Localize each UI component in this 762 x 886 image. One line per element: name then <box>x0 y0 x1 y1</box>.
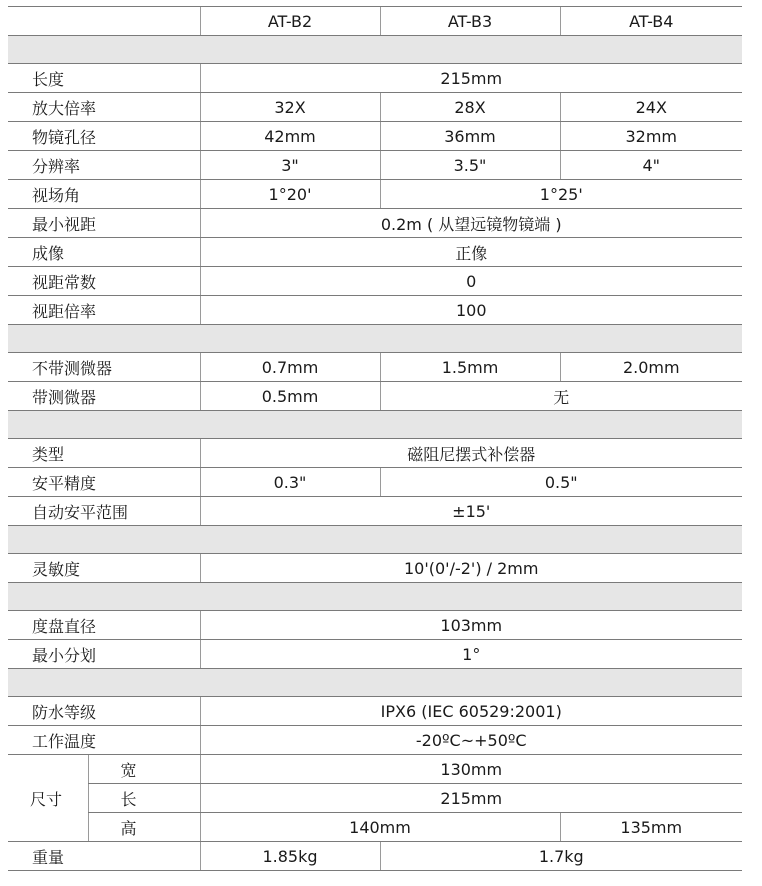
row-stadia-constant <box>8 267 742 296</box>
section-separator <box>8 526 742 554</box>
row-weight <box>8 842 742 871</box>
row-value: -20ºC~+50ºC <box>200 726 742 755</box>
row-size-width <box>8 755 742 784</box>
cell-b4: 32mm <box>560 122 742 151</box>
row-without-micrometer <box>8 353 742 382</box>
model-b4-header: AT-B4 <box>560 7 742 36</box>
cell-b2: 1°20' <box>200 180 380 209</box>
cell-b3: 28X <box>380 93 560 122</box>
row-min-division <box>8 640 742 669</box>
section-separator <box>8 325 742 353</box>
cell-b2: 42mm <box>200 122 380 151</box>
row-label: 物镜孔径 <box>8 122 200 151</box>
row-label: 度盘直径 <box>8 611 200 640</box>
row-value: ±15' <box>200 497 742 526</box>
size-sub-label: 高 <box>88 813 200 842</box>
row-min-focus <box>8 209 742 238</box>
row-setting-accuracy <box>8 468 742 497</box>
row-label: 分辨率 <box>8 151 200 180</box>
size-group-label: 尺寸 <box>8 755 88 842</box>
cell-b4: 24X <box>560 93 742 122</box>
row-circle-diameter <box>8 611 742 640</box>
model-b3-header: AT-B3 <box>380 7 560 36</box>
row-value: 215mm <box>200 64 742 93</box>
row-temperature <box>8 726 742 755</box>
section-separator <box>8 583 742 611</box>
cell-b2: 3" <box>200 151 380 180</box>
row-aperture <box>8 122 742 151</box>
row-waterproof <box>8 697 742 726</box>
row-label: 最小分划 <box>8 640 200 669</box>
row-value: IPX6 (IEC 60529:2001) <box>200 697 742 726</box>
row-stadia-ratio <box>8 296 742 325</box>
cell-b3: 3.5" <box>380 151 560 180</box>
row-field-of-view <box>8 180 742 209</box>
row-value: 100 <box>200 296 742 325</box>
row-label: 视距倍率 <box>8 296 200 325</box>
cell-b4: 4" <box>560 151 742 180</box>
row-label: 放大倍率 <box>8 93 200 122</box>
cell-b2-b3: 140mm <box>200 813 560 842</box>
row-value: 103mm <box>200 611 742 640</box>
row-compensator-type <box>8 439 742 468</box>
cell-b4: 135mm <box>560 813 742 842</box>
cell-b3: 36mm <box>380 122 560 151</box>
model-b2-header: AT-B2 <box>200 7 380 36</box>
cell-b3-b4: 1°25' <box>380 180 742 209</box>
cell-b4: 2.0mm <box>560 353 742 382</box>
row-label: 灵敏度 <box>8 554 200 583</box>
section-separator <box>8 411 742 439</box>
section-separator <box>8 669 742 697</box>
row-value: 正像 <box>200 238 742 267</box>
row-size-height <box>8 813 742 842</box>
cell-b2: 0.7mm <box>200 353 380 382</box>
row-value: 0 <box>200 267 742 296</box>
row-value: 10'(0'/-2') / 2mm <box>200 554 742 583</box>
row-label: 不带测微器 <box>8 353 200 382</box>
row-resolution <box>8 151 742 180</box>
cell-b2: 1.85kg <box>200 842 380 871</box>
row-value: 磁阻尼摆式补偿器 <box>200 439 742 468</box>
row-label: 重量 <box>8 842 200 871</box>
row-label: 工作温度 <box>8 726 200 755</box>
row-label: 带测微器 <box>8 382 200 411</box>
cell-b2: 0.3" <box>200 468 380 497</box>
header-corner <box>8 7 200 36</box>
row-label: 视场角 <box>8 180 200 209</box>
row-with-micrometer <box>8 382 742 411</box>
row-value: 130mm <box>200 755 742 784</box>
row-label: 最小视距 <box>8 209 200 238</box>
row-compensation-range <box>8 497 742 526</box>
cell-b3: 1.5mm <box>380 353 560 382</box>
row-value: 1° <box>200 640 742 669</box>
header-row <box>8 7 742 36</box>
row-label: 长度 <box>8 64 200 93</box>
row-label: 防水等级 <box>8 697 200 726</box>
row-label: 成像 <box>8 238 200 267</box>
row-image <box>8 238 742 267</box>
cell-b3-b4: 0.5" <box>380 468 742 497</box>
row-label: 视距常数 <box>8 267 200 296</box>
row-length <box>8 64 742 93</box>
row-value: 215mm <box>200 784 742 813</box>
row-size-length <box>8 784 742 813</box>
spec-table <box>8 6 742 871</box>
row-sensitivity <box>8 554 742 583</box>
cell-b2: 32X <box>200 93 380 122</box>
section-separator <box>8 36 742 64</box>
cell-b3-b4: 无 <box>380 382 742 411</box>
row-label: 自动安平范围 <box>8 497 200 526</box>
cell-b3-b4: 1.7kg <box>380 842 742 871</box>
size-sub-label: 长 <box>88 784 200 813</box>
row-label: 类型 <box>8 439 200 468</box>
row-label: 安平精度 <box>8 468 200 497</box>
row-magnification <box>8 93 742 122</box>
size-sub-label: 宽 <box>88 755 200 784</box>
cell-b2: 0.5mm <box>200 382 380 411</box>
row-value: 0.2m ( 从望远镜物镜端 ) <box>200 209 742 238</box>
